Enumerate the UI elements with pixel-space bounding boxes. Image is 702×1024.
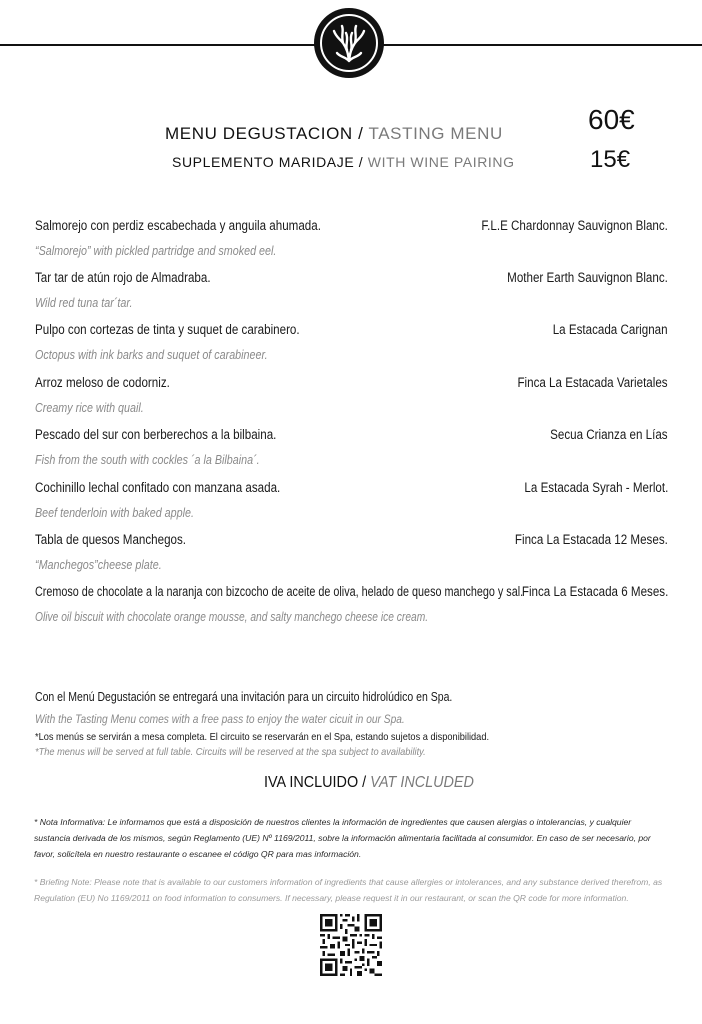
menu-title [165,124,503,144]
wine-pairing: F.L.E Chardonnay Sauvignon Blanc. [481,218,668,233]
course-7 [35,532,668,584]
wine-pairing: Mother Earth Sauvignon Blanc. [507,270,668,285]
qr-code[interactable] [320,914,382,976]
menu-price: 60€ [588,104,635,135]
dish-name-en: Beef tenderloin with baked apple. [35,506,194,520]
course-4 [35,375,668,427]
dish-name-en: “Salmorejo” with pickled partridge and smoked eel. [35,244,277,258]
course-8 [35,584,668,636]
dish-name-es: Cochinillo lechal confitado con manzana asada. [35,480,281,495]
pairing-price: 15€ [590,146,631,173]
spa-note-en: With the Tasting Menu comes with a free pass to enjoy the water cicuit in our Spa. [35,712,405,726]
menu-title-es: MENU DEGUSTACION [165,124,353,143]
spa-note-es: Con el Menú Degustación se entregará una invitación para un circuito hidrolúdico en Spa. [35,690,453,704]
menu-title-separator: / [358,124,364,143]
restaurant-logo [314,8,384,78]
dish-name-en: Fish from the south with cockles ´a la Bilbaina´. [35,453,260,467]
vat-separator: / [362,774,367,791]
wine-pairing: Finca La Estacada 12 Meses. [515,532,668,547]
course-1 [35,218,668,270]
dish-name-es: Salmorejo con perdiz escabechada y anguila ahumada. [35,218,321,233]
vat-en: VAT INCLUDED [370,774,474,791]
wine-pairing: Finca La Estacada Varietales [517,375,668,390]
pairing-title: SUPLEMENTO MARIDAJE / WITH WINE PAIRING [172,154,515,170]
dish-name-en: Olive oil biscuit with chocolate orange mousse, and salty manchego cheese ice cream. [35,610,429,624]
pairing-title-en: WITH WINE PAIRING [367,154,515,170]
tree-roots-icon [330,23,368,63]
dish-name-es: Cremoso de chocolate a la naranja con bizcocho de aceite de oliva, helado de queso manchego y sal. [35,584,524,599]
course-5 [35,427,668,479]
vat-notice [264,774,474,792]
vat-es: IVA INCLUIDO [264,774,359,791]
course-3 [35,322,668,374]
dish-name-es: Tar tar de atún rojo de Almadraba. [35,270,211,285]
dish-name-en: Wild red tuna tar´tar. [35,296,133,310]
dish-name-es: Arroz meloso de codorniz. [35,375,170,390]
allergen-note-es: * Nota Informativa: Le informamos que está a disposición de nuestros clientes la información de ingredientes que causen alergias o intolerancias, y cualquier sustancia derivada de los mismos, según Reglamento (UE) Nº 1169/2011, sobre la información alimentaria facilitada al consumidor. En caso de ser necesario, por favor, solicítela en nuestro restaurante o escanee el código QR para mas información. [34,817,651,859]
pairing-title-es: SUPLEMENTO MARIDAJE [172,154,355,170]
dish-name-es: Pulpo con cortezas de tinta y suquet de carabinero. [35,322,300,337]
dish-name-es: Tabla de quesos Manchegos. [35,532,187,547]
wine-pairing: Secua Crianza en Lías [550,427,668,442]
dish-name-en: Octopus with ink barks and suquet of carabineer. [35,348,268,362]
course-6 [35,480,668,532]
wine-pairing: La Estacada Carignan [553,322,668,337]
table-note-en: *The menus will be served at full table. Circuits will be reserved at the spa subject to availability. [35,746,426,758]
menu-title-en: TASTING MENU [368,124,503,143]
logo-ring [320,14,378,72]
table-note-es: *Los menús se servirán a mesa completa. El circuito se reservarán en el Spa, estando sujetos a disponibilidad. [35,731,490,743]
wine-pairing: Finca La Estacada 6 Meses. [521,584,668,599]
allergen-note-en: * Briefing Note: Please note that is available to our customers information of ingredients that cause allergies or intolerances, and any substance derived therefrom, as Regulation (EU) No 1169/2011 on food information to consumers. If necessary, please request it in our restaurant, or scan the QR code for more information. [34,877,663,903]
wine-pairing: La Estacada Syrah - Merlot. [524,480,668,495]
dish-name-en: Creamy rice with quail. [35,401,144,415]
course-2 [35,270,668,322]
dish-name-es: Pescado del sur con berberechos a la bilbaina. [35,427,277,442]
dish-name-en: “Manchegos”cheese plate. [35,558,162,572]
